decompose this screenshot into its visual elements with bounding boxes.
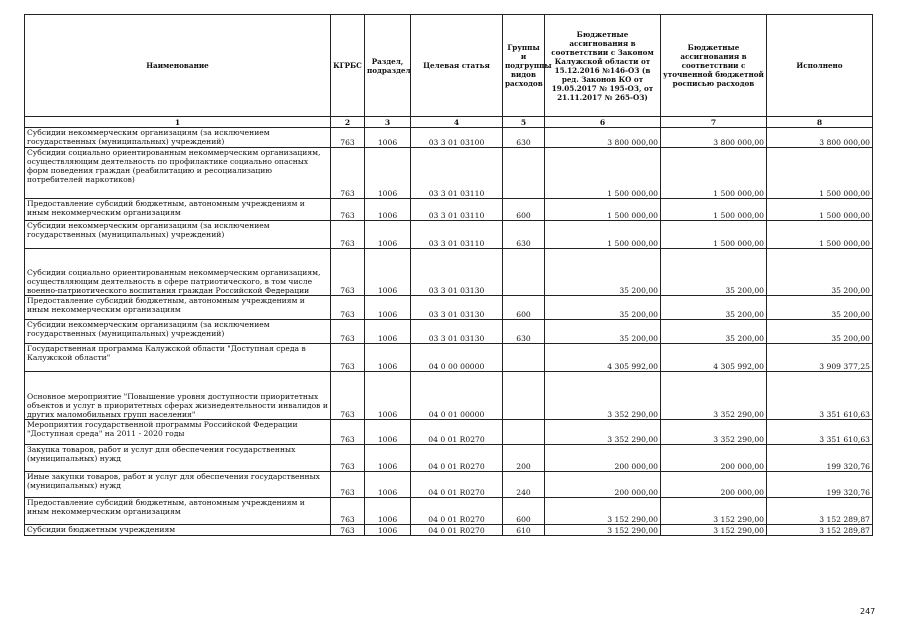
row-refined: 1 500 000,00 bbox=[661, 148, 767, 199]
row-law: 3 352 290,00 bbox=[545, 420, 661, 445]
row-group bbox=[503, 148, 545, 199]
row-kgrbs: 763 bbox=[331, 296, 365, 320]
row-law: 35 200,00 bbox=[545, 320, 661, 344]
row-kgrbs: 763 bbox=[331, 472, 365, 498]
row-target: 04 0 01 R0270 bbox=[411, 420, 503, 445]
row-refined: 3 352 290,00 bbox=[661, 372, 767, 420]
row-target: 04 0 01 R0270 bbox=[411, 498, 503, 525]
table-row bbox=[25, 420, 873, 445]
row-target: 04 0 01 R0270 bbox=[411, 445, 503, 472]
row-section: 1006 bbox=[365, 320, 411, 344]
row-executed: 35 200,00 bbox=[767, 320, 873, 344]
row-name: Субсидии некоммерческим организациям (за исключением государственных (муниципальных) учреждений) bbox=[25, 221, 331, 249]
row-law: 35 200,00 bbox=[545, 296, 661, 320]
row-executed: 3 351 610,63 bbox=[767, 420, 873, 445]
row-law: 200 000,00 bbox=[545, 472, 661, 498]
row-name: Предоставление субсидий бюджетным, автономным учреждениям и иным некоммерческим организациям bbox=[25, 199, 331, 221]
row-executed: 35 200,00 bbox=[767, 296, 873, 320]
row-kgrbs: 763 bbox=[331, 128, 365, 148]
row-group bbox=[503, 420, 545, 445]
row-group bbox=[503, 372, 545, 420]
row-executed: 3 152 289,87 bbox=[767, 525, 873, 536]
table-row bbox=[25, 344, 873, 372]
table-row bbox=[25, 320, 873, 344]
row-name: Государственная программа Калужской области "Доступная среда в Калужской области" bbox=[25, 344, 331, 372]
row-target: 03 3 01 03130 bbox=[411, 320, 503, 344]
row-group: 240 bbox=[503, 472, 545, 498]
row-name: Субсидии некоммерческим организациям (за исключением государственных (муниципальных) учреждений) bbox=[25, 320, 331, 344]
row-executed: 199 320,76 bbox=[767, 472, 873, 498]
row-kgrbs: 763 bbox=[331, 525, 365, 536]
row-target: 04 0 01 R0270 bbox=[411, 472, 503, 498]
row-kgrbs: 763 bbox=[331, 445, 365, 472]
row-target: 03 3 01 03110 bbox=[411, 148, 503, 199]
row-name: Иные закупки товаров, работ и услуг для обеспечения государственных (муниципальных) нужд bbox=[25, 472, 331, 498]
row-refined: 3 152 290,00 bbox=[661, 525, 767, 536]
row-group: 630 bbox=[503, 221, 545, 249]
table-row bbox=[25, 249, 873, 296]
row-refined: 35 200,00 bbox=[661, 320, 767, 344]
header-executed: Исполнено bbox=[767, 15, 873, 117]
row-law: 1 500 000,00 bbox=[545, 148, 661, 199]
row-group bbox=[503, 344, 545, 372]
row-refined: 3 800 000,00 bbox=[661, 128, 767, 148]
row-target: 03 3 01 03130 bbox=[411, 296, 503, 320]
row-name: Предоставление субсидий бюджетным, автономным учреждениям и иным некоммерческим организациям bbox=[25, 498, 331, 525]
row-law: 1 500 000,00 bbox=[545, 199, 661, 221]
header-kgrbs: КГРБС bbox=[331, 15, 365, 117]
row-target: 04 0 01 R0270 bbox=[411, 525, 503, 536]
row-refined: 4 305 992,00 bbox=[661, 344, 767, 372]
row-group: 600 bbox=[503, 498, 545, 525]
row-law: 3 152 290,00 bbox=[545, 498, 661, 525]
row-section: 1006 bbox=[365, 472, 411, 498]
row-executed: 3 800 000,00 bbox=[767, 128, 873, 148]
row-name: Закупка товаров, работ и услуг для обеспечения государственных (муниципальных) нужд bbox=[25, 445, 331, 472]
row-refined: 1 500 000,00 bbox=[661, 199, 767, 221]
row-law: 1 500 000,00 bbox=[545, 221, 661, 249]
row-kgrbs: 763 bbox=[331, 498, 365, 525]
row-target: 03 3 01 03110 bbox=[411, 199, 503, 221]
row-name: Субсидии социально ориентированным некоммерческим организациям, осуществляющим деятельность в сфере патриотического, в том числе военно-патриотического воспитания граждан Российской Федерации bbox=[25, 249, 331, 296]
table-row bbox=[25, 498, 873, 525]
row-name: Предоставление субсидий бюджетным, автономным учреждениям и иным некоммерческим организациям bbox=[25, 296, 331, 320]
row-law: 3 800 000,00 bbox=[545, 128, 661, 148]
row-section: 1006 bbox=[365, 372, 411, 420]
row-section: 1006 bbox=[365, 296, 411, 320]
table-row bbox=[25, 128, 873, 148]
table-row bbox=[25, 525, 873, 536]
row-kgrbs: 763 bbox=[331, 148, 365, 199]
row-name: Субсидии бюджетным учреждениям bbox=[25, 525, 331, 536]
row-section: 1006 bbox=[365, 221, 411, 249]
row-refined: 3 352 290,00 bbox=[661, 420, 767, 445]
table-row bbox=[25, 372, 873, 420]
row-group: 200 bbox=[503, 445, 545, 472]
row-section: 1006 bbox=[365, 148, 411, 199]
header-target: Целевая статья bbox=[411, 15, 503, 117]
row-group: 610 bbox=[503, 525, 545, 536]
column-number: 6 bbox=[545, 117, 661, 128]
table-row bbox=[25, 199, 873, 221]
column-number: 2 bbox=[331, 117, 365, 128]
table-row bbox=[25, 472, 873, 498]
row-section: 1006 bbox=[365, 128, 411, 148]
row-law: 4 305 992,00 bbox=[545, 344, 661, 372]
row-law: 3 352 290,00 bbox=[545, 372, 661, 420]
table-row bbox=[25, 445, 873, 472]
header-row bbox=[25, 15, 873, 117]
row-name: Основное мероприятие "Повышение уровня доступности приоритетных объектов и услуг в приоритетных сферах жизнедеятельности инвалидов и других маломобильных групп населения" bbox=[25, 372, 331, 420]
column-number: 1 bbox=[25, 117, 331, 128]
row-group: 630 bbox=[503, 320, 545, 344]
column-number-row bbox=[25, 117, 873, 128]
budget-table bbox=[24, 14, 873, 536]
row-group: 600 bbox=[503, 296, 545, 320]
row-section: 1006 bbox=[365, 498, 411, 525]
page-number: 247 bbox=[860, 607, 876, 616]
row-refined: 200 000,00 bbox=[661, 445, 767, 472]
row-kgrbs: 763 bbox=[331, 420, 365, 445]
row-executed: 1 500 000,00 bbox=[767, 148, 873, 199]
row-kgrbs: 763 bbox=[331, 221, 365, 249]
column-number: 3 bbox=[365, 117, 411, 128]
column-number: 8 bbox=[767, 117, 873, 128]
row-law: 35 200,00 bbox=[545, 249, 661, 296]
row-executed: 3 351 610,63 bbox=[767, 372, 873, 420]
row-kgrbs: 763 bbox=[331, 372, 365, 420]
header-section: Раздел, подраздел bbox=[365, 15, 411, 117]
row-kgrbs: 763 bbox=[331, 199, 365, 221]
row-group bbox=[503, 249, 545, 296]
row-executed: 1 500 000,00 bbox=[767, 199, 873, 221]
row-law: 200 000,00 bbox=[545, 445, 661, 472]
row-executed: 1 500 000,00 bbox=[767, 221, 873, 249]
row-group: 630 bbox=[503, 128, 545, 148]
row-section: 1006 bbox=[365, 249, 411, 296]
row-section: 1006 bbox=[365, 199, 411, 221]
row-name: Мероприятия государственной программы Российской Федерации "Доступная среда" на 2011 - 2020 годы bbox=[25, 420, 331, 445]
row-law: 3 152 290,00 bbox=[545, 525, 661, 536]
header-assign-law: Бюджетные ассигнования в соответствии с Законом Калужской области от 15.12.2016 №146-ОЗ (в ред. Законов КО от 19.05.2017 № 195-ОЗ, от 21.11.2017 № 265-ОЗ) bbox=[545, 15, 661, 117]
row-refined: 35 200,00 bbox=[661, 296, 767, 320]
row-executed: 35 200,00 bbox=[767, 249, 873, 296]
row-target: 04 0 00 00000 bbox=[411, 344, 503, 372]
row-section: 1006 bbox=[365, 420, 411, 445]
row-refined: 1 500 000,00 bbox=[661, 221, 767, 249]
column-number: 7 bbox=[661, 117, 767, 128]
table-row bbox=[25, 221, 873, 249]
row-name: Субсидии социально ориентированным некоммерческим организациям, осуществляющим деятельность по профилактике социально опасных форм поведения граждан (реабилитацию и ресоциализацию потребителей наркотиков) bbox=[25, 148, 331, 199]
row-executed: 199 320,76 bbox=[767, 445, 873, 472]
row-kgrbs: 763 bbox=[331, 344, 365, 372]
row-section: 1006 bbox=[365, 525, 411, 536]
header-assign-refined: Бюджетные ассигнования в соответствии с уточненной бюджетной росписью расходов bbox=[661, 15, 767, 117]
row-target: 03 3 01 03130 bbox=[411, 249, 503, 296]
column-number: 4 bbox=[411, 117, 503, 128]
row-executed: 3 152 289,87 bbox=[767, 498, 873, 525]
row-kgrbs: 763 bbox=[331, 249, 365, 296]
row-name: Субсидии некоммерческим организациям (за исключением государственных (муниципальных) учреждений) bbox=[25, 128, 331, 148]
row-group: 600 bbox=[503, 199, 545, 221]
row-kgrbs: 763 bbox=[331, 320, 365, 344]
table-row bbox=[25, 296, 873, 320]
header-groups: Группы и подгруппы видов расходов bbox=[503, 15, 545, 117]
row-section: 1006 bbox=[365, 445, 411, 472]
row-refined: 35 200,00 bbox=[661, 249, 767, 296]
row-target: 03 3 01 03100 bbox=[411, 128, 503, 148]
row-target: 03 3 01 03110 bbox=[411, 221, 503, 249]
row-section: 1006 bbox=[365, 344, 411, 372]
row-target: 04 0 01 00000 bbox=[411, 372, 503, 420]
header-name: Наименование bbox=[25, 15, 331, 117]
table-row bbox=[25, 148, 873, 199]
row-executed: 3 909 377,25 bbox=[767, 344, 873, 372]
row-refined: 3 152 290,00 bbox=[661, 498, 767, 525]
row-refined: 200 000,00 bbox=[661, 472, 767, 498]
column-number: 5 bbox=[503, 117, 545, 128]
